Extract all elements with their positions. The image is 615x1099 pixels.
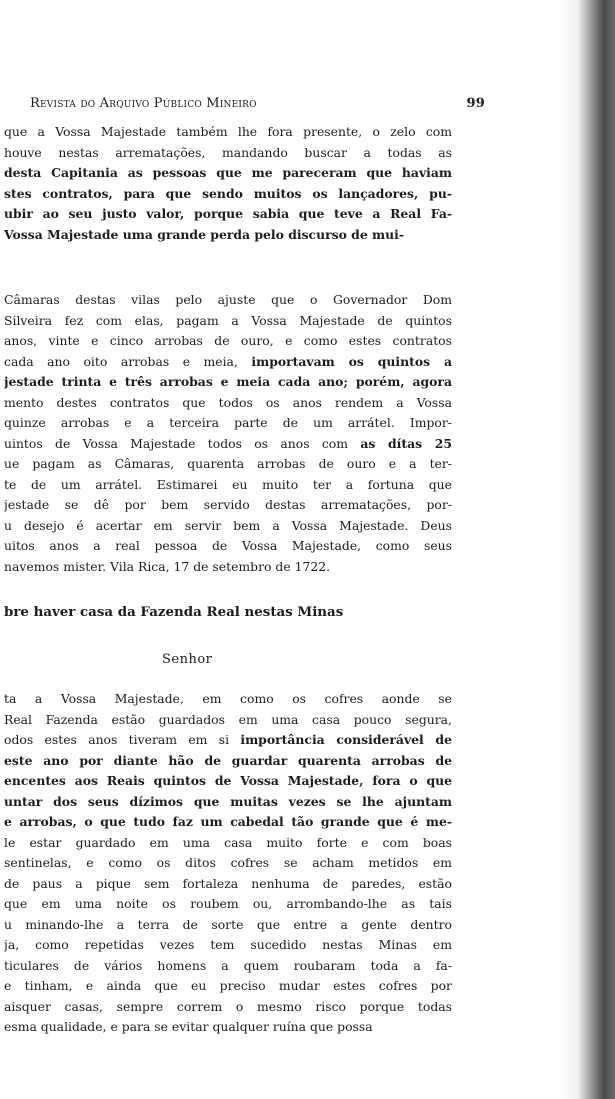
text-run: uitos anos a real pessoa de Vossa Majestade, como seus (4, 538, 452, 553)
text-line (4, 976, 452, 997)
text-run: navemos mister. Vila Rica, 17 de setembro de 1722. (4, 558, 331, 574)
bold-text-run: encentes aos Reais quintos de Vossa Majestade, fora o que (4, 773, 452, 788)
text-line (4, 163, 452, 184)
text-run: u desejo é acertar em servir bem a Vossa Majestade. Deus (4, 517, 452, 533)
bold-text-run: as dítas 25 (360, 435, 452, 451)
running-head (30, 96, 485, 116)
text-line (4, 290, 452, 311)
bold-text-run: Vossa Majestade uma grande perda pelo discurso de mui- (4, 226, 405, 242)
text-run: le estar guardado em uma casa muito forte e com boas (4, 834, 452, 850)
text-line (4, 730, 452, 751)
bold-text-run: importância considerável de (240, 732, 452, 747)
text-run: aisquer casas, sempre correm o mesmo risco porque todas (4, 998, 452, 1014)
text-line (4, 915, 452, 936)
text-line (4, 225, 452, 246)
text-line (4, 434, 452, 455)
paragraph-3 (4, 689, 452, 1038)
section-title: bre haver casa da Fazenda Real nestas Minas (4, 604, 344, 620)
text-line (4, 997, 452, 1018)
salutation: Senhor (162, 652, 213, 667)
bold-text-run: desta Capitania as pessoas que me pareceram que haviam (4, 165, 452, 180)
text-run: te de um arrátel. Estimarei eu muito ter a fortuna que (4, 476, 452, 492)
paragraph-1 (4, 122, 452, 245)
text-line (4, 143, 452, 164)
text-run: cada ano oito arrobas e meia, (4, 353, 252, 369)
text-line (4, 689, 452, 710)
text-line (4, 792, 452, 813)
text-run: mento destes contratos que todos os anos rendem a Vossa (4, 394, 452, 410)
text-run: sentinelas, e como os ditos cofres se acham metidos em (4, 855, 452, 870)
text-run: que em uma noite os roubem ou, arrombando-lhe as tais (4, 896, 452, 911)
text-line (4, 454, 452, 475)
text-run: Câmaras destas vilas pelo ajuste que o Governador Dom (4, 292, 452, 307)
text-line (4, 413, 452, 434)
bold-text-run: ubir ao seu justo valor, porque sabia que teve a Real Fa- (4, 206, 452, 221)
text-line (4, 516, 452, 537)
text-line (4, 352, 452, 373)
text-run: que a Vossa Majestade também lhe fora presente, o zelo com (4, 124, 452, 139)
text-line (4, 812, 452, 833)
bold-text-run: importavam os quintos a (251, 353, 452, 369)
running-head-title: Revista do Arquivo Público Mineiro (30, 96, 257, 111)
book-gutter-shadow (560, 0, 615, 1099)
text-run: quinze arrobas e a terceira parte de um arrátel. Impor- (4, 415, 452, 430)
text-run: ue pagam as Câmaras, quarenta arrobas de ouro e a ter- (4, 456, 452, 471)
text-line (4, 771, 452, 792)
text-run: ta a Vossa Majestade, em como os cofres aonde se (4, 691, 452, 706)
text-line (4, 874, 452, 895)
text-run: Silveira fez com elas, pagam a Vossa Majestade de quintos (4, 312, 452, 328)
text-line (4, 184, 452, 205)
text-line (4, 956, 452, 977)
text-run: ticulares de vários homens a quem roubaram toda a fa- (4, 957, 452, 973)
text-run: Real Fazenda estão guardados em uma casa pouco segura, (4, 711, 452, 727)
text-run: u minando-lhe a terra de sorte que entre a gente dentro (4, 916, 452, 932)
text-line (4, 1017, 452, 1038)
text-line (4, 853, 452, 874)
bold-text-run: este ano por diante hão de guardar quarenta arrobas de (4, 752, 452, 768)
text-line (4, 536, 452, 557)
text-line (4, 372, 452, 393)
text-line (4, 331, 452, 352)
text-line (4, 495, 452, 516)
text-run: anos, vinte e cinco arrobas de ouro, e como estes contratos (4, 333, 452, 348)
text-line (4, 894, 452, 915)
bold-text-run: untar dos seus dízimos que muitas vezes se lhe ajuntam (4, 793, 452, 809)
text-line (4, 710, 452, 731)
text-run: ja, como repetidas vezes tem sucedido nestas Minas em (4, 937, 452, 952)
text-run: uintos de Vossa Majestade todos os anos com (4, 435, 361, 451)
text-line (4, 833, 452, 854)
text-run: jestade se dê por bem servido destas arrematações, por- (4, 497, 452, 512)
text-line (4, 557, 452, 578)
bold-text-run: jestade trinta e três arrobas e meia cada ano; porém, agora (4, 374, 452, 389)
paragraph-2 (4, 290, 452, 577)
text-line (4, 935, 452, 956)
bold-text-run: stes contratos, para que sendo muitos os lançadores, pu- (4, 185, 452, 201)
text-run: esma qualidade, e para se evitar qualquer ruína que possa (4, 1019, 373, 1034)
text-line (4, 311, 452, 332)
text-run: e tinham, e ainda que eu preciso mudar estes cofres por (4, 978, 452, 993)
text-line (4, 122, 452, 143)
page-number: 99 (466, 96, 485, 111)
text-line (4, 393, 452, 414)
text-run: de paus a pique sem fortaleza nenhuma de paredes, estão (4, 875, 452, 891)
text-run: houve nestas arrematações, mandando buscar a todas as (4, 144, 452, 160)
text-line (4, 204, 452, 225)
text-run: odos estes anos tiveram em si (4, 732, 241, 747)
bold-text-run: e arrobas, o que tudo faz um cabedal tão grande que é me- (4, 814, 452, 829)
text-line (4, 751, 452, 772)
text-line (4, 475, 452, 496)
